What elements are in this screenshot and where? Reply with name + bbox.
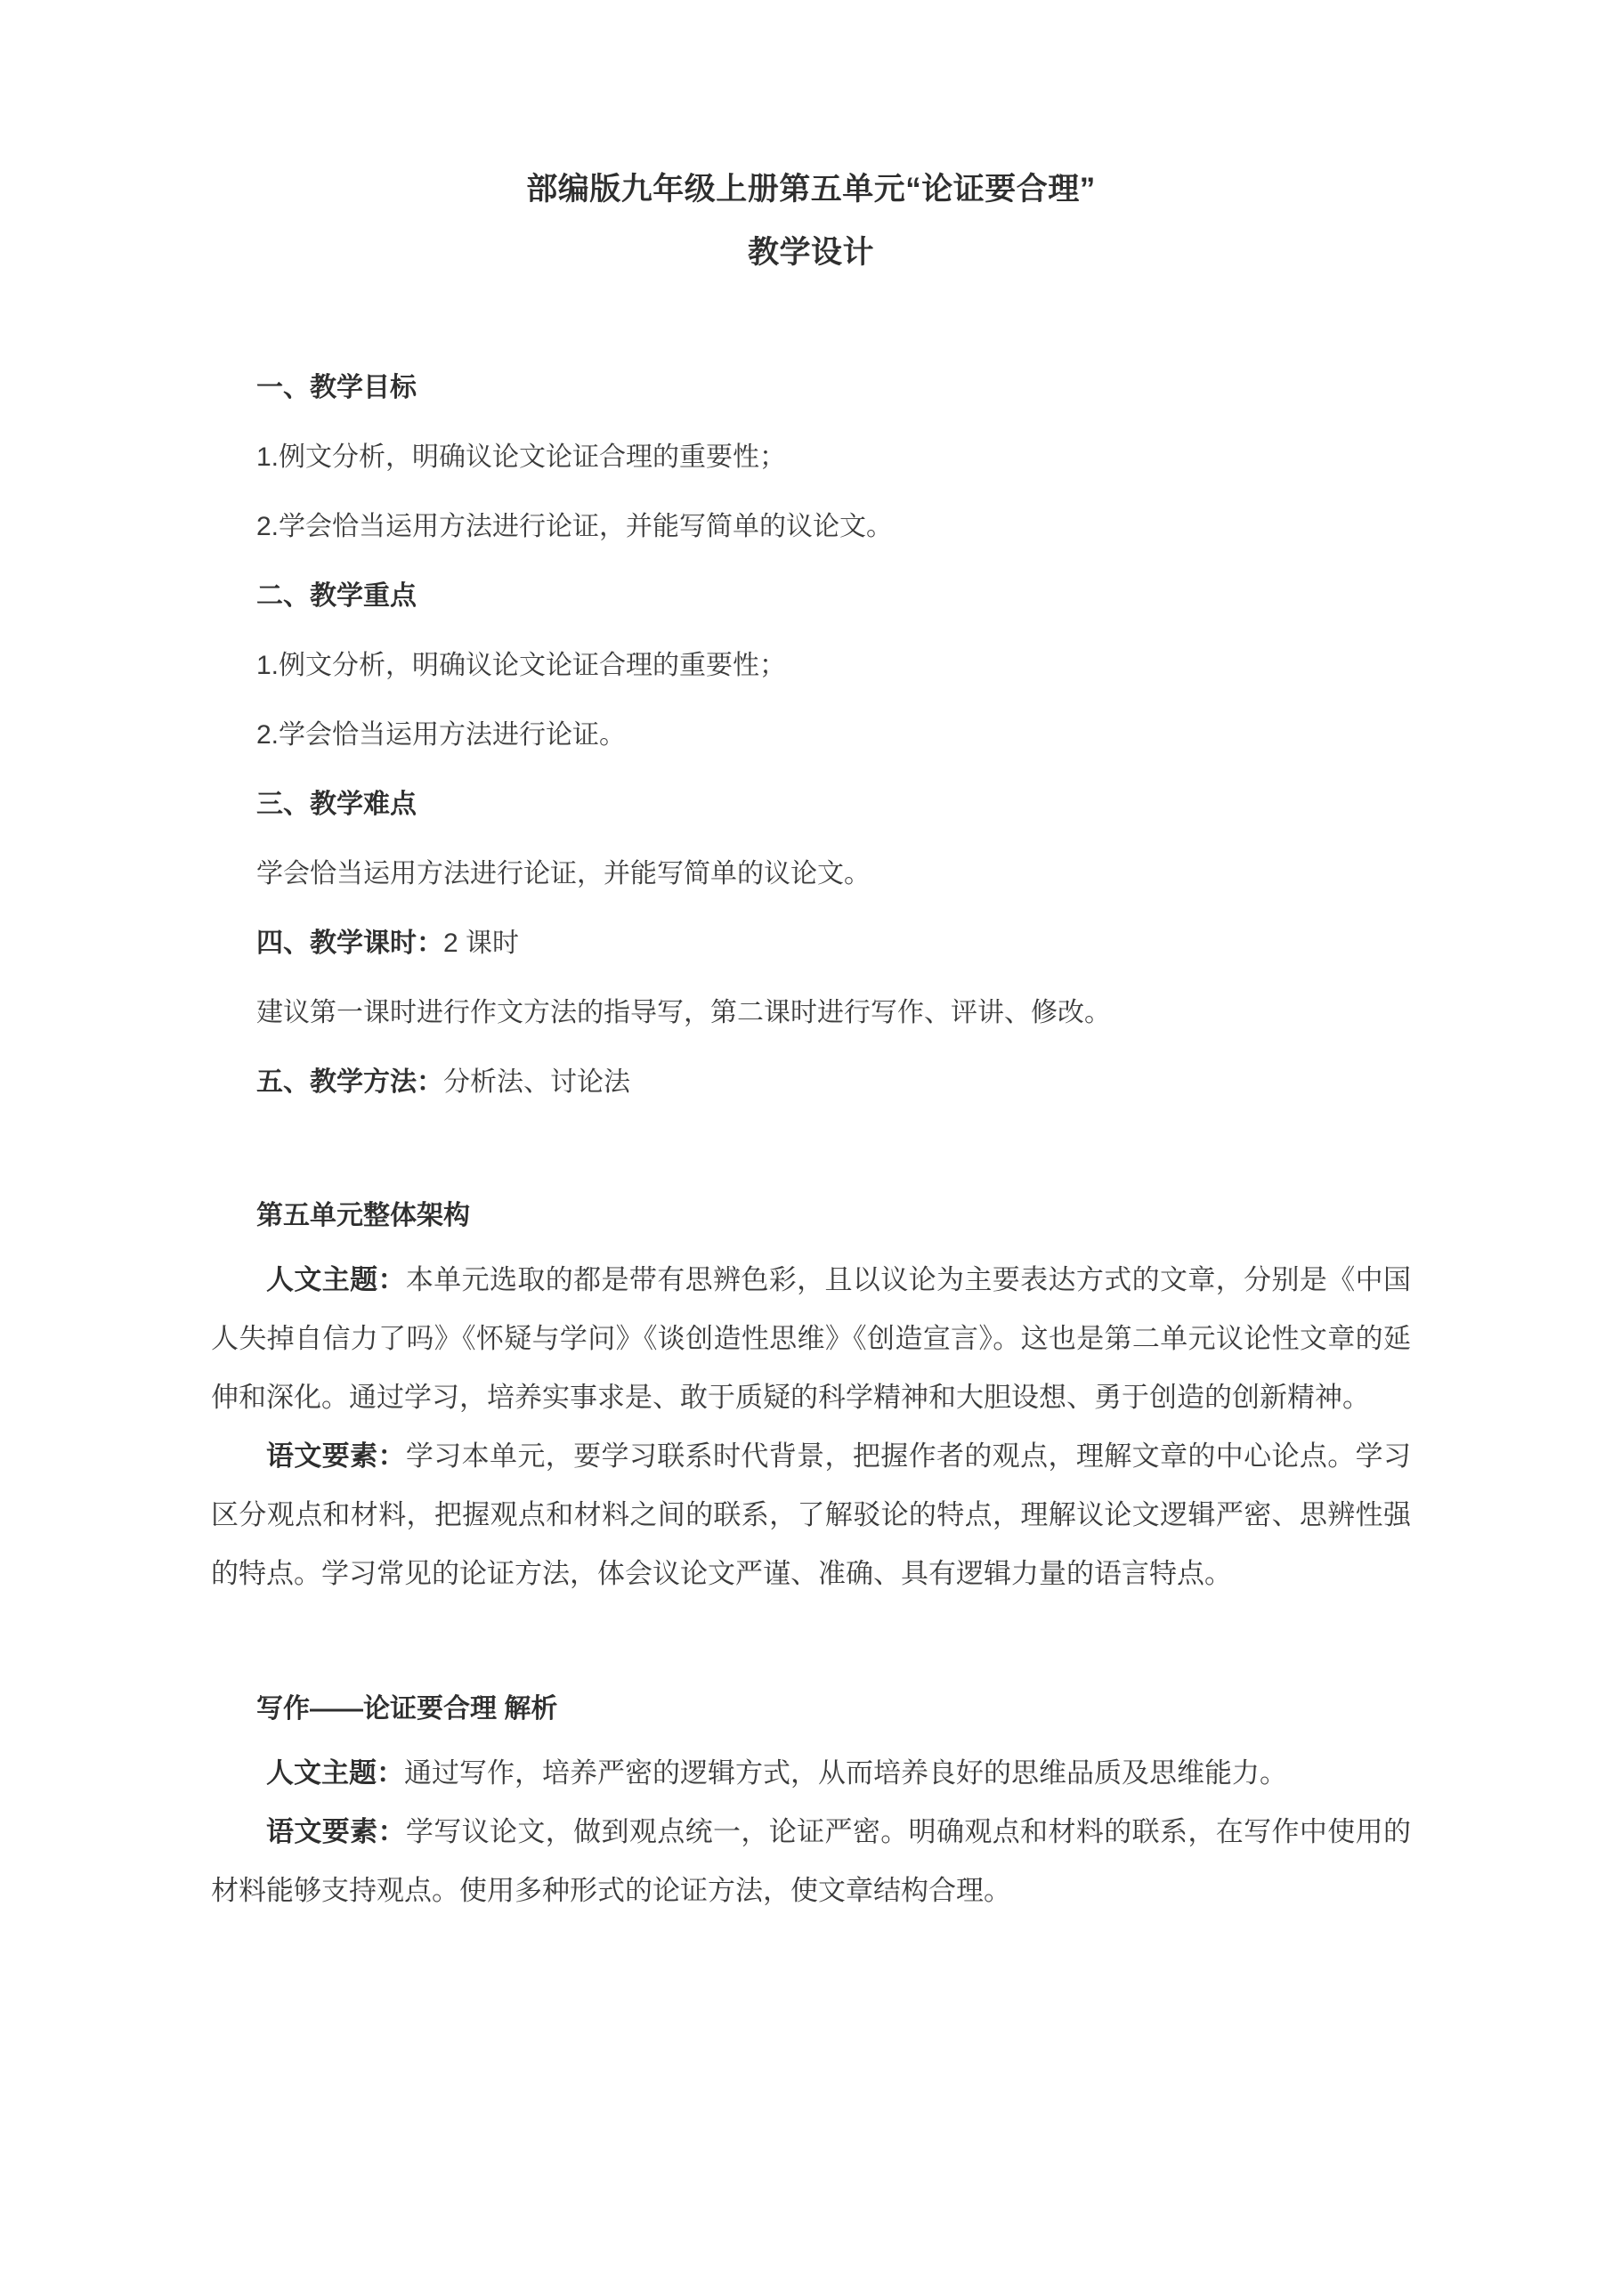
methods-value: 分析法、讨论法: [443, 1067, 630, 1097]
objectives-item-1: 1.例文分析，明确议论文论证合理的重要性；: [256, 442, 787, 472]
title-spacer: [211, 268, 1411, 375]
writing-language-elements: [211, 1803, 1411, 1920]
writing-language-elements-label: 语文要素：: [266, 1816, 406, 1847]
framework-spacer: [211, 1603, 1411, 1696]
key-points-item-2: 2.学会恰当运用方法进行论证。: [256, 720, 627, 750]
writing-humanistic-theme-label: 人文主题：: [266, 1757, 404, 1789]
methods-label: 五、教学方法：: [256, 1067, 443, 1097]
writing-heading-spacer: [211, 1723, 1411, 1744]
class-hours-value: 2 课时: [443, 929, 520, 958]
objectives-item-2: 2.学会恰当运用方法进行论证，并能写简单的议论文。: [256, 512, 894, 541]
document-title-line-1: 部编版九年级上册第五单元“论证要合理”: [526, 172, 1096, 207]
section-heading-difficulties: 三、教学难点: [256, 790, 417, 819]
difficulties-item-1: 学会恰当运用方法进行论证，并能写简单的议论文。: [256, 859, 871, 888]
unit-humanistic-theme-body: 本单元选取的都是带有思辨色彩，且以议论为主要表达方式的文章，分别是《中国人失掉自信力了吗》《怀疑与学问》《谈创造性思维》《创造宣言》。这也是第二单元议论性文章的延伸和深化。通过学习，培养实事求是、敢于质疑的科学精神和大胆设想、勇于创造的创新精神。: [211, 1264, 1411, 1413]
document-content: [211, 0, 1411, 1920]
framework-heading-spacer: [211, 1229, 1411, 1251]
section-heading-objectives: 一、教学目标: [256, 373, 417, 402]
section-heading-key-points: 二、教学重点: [256, 581, 417, 611]
unit-language-elements-body: 学习本单元，要学习联系时代背景，把握作者的观点，理解文章的中心论点。学习区分观点和材料，把握观点和材料之间的联系，了解驳论的特点，理解议论文逻辑严密、思辨性强的特点。学习常见的论证方法，体会议论文严谨、准确、具有逻辑力量的语言特点。: [211, 1440, 1411, 1589]
section-heading-class-hours: [256, 888, 1411, 957]
section-heading-methods: [256, 1026, 1411, 1096]
unit-framework-language-elements: [211, 1427, 1411, 1603]
writing-humanistic-theme: [211, 1744, 1411, 1803]
unit-framework-heading: 第五单元整体架构: [256, 1201, 470, 1230]
outline-spacer: [211, 1096, 1411, 1203]
document-title-line-2: 教学设计: [747, 235, 874, 270]
writing-analysis-heading: 写作——论证要合理 解析: [256, 1694, 558, 1724]
writing-language-elements-body: 学写议论文，做到观点统一，论证严密。明确观点和材料的联系，在写作中使用的材料能够支持观点。使用多种形式的论证方法，使文章结构合理。: [211, 1816, 1411, 1906]
teaching-outline: [211, 375, 1411, 1096]
writing-humanistic-theme-body: 通过写作，培养严密的逻辑方式，从而培养良好的思维品质及思维能力。: [404, 1757, 1287, 1789]
unit-language-elements-label: 语文要素：: [266, 1440, 406, 1472]
class-hours-note: 建议第一课时进行作文方法的指导写，第二课时进行写作、评讲、修改。: [256, 998, 1111, 1027]
unit-humanistic-theme-label: 人文主题：: [266, 1264, 406, 1295]
unit-framework-humanistic-theme: [211, 1251, 1411, 1427]
class-hours-label: 四、教学课时：: [256, 929, 443, 958]
key-points-item-1: 1.例文分析，明确议论文论证合理的重要性；: [256, 651, 787, 680]
